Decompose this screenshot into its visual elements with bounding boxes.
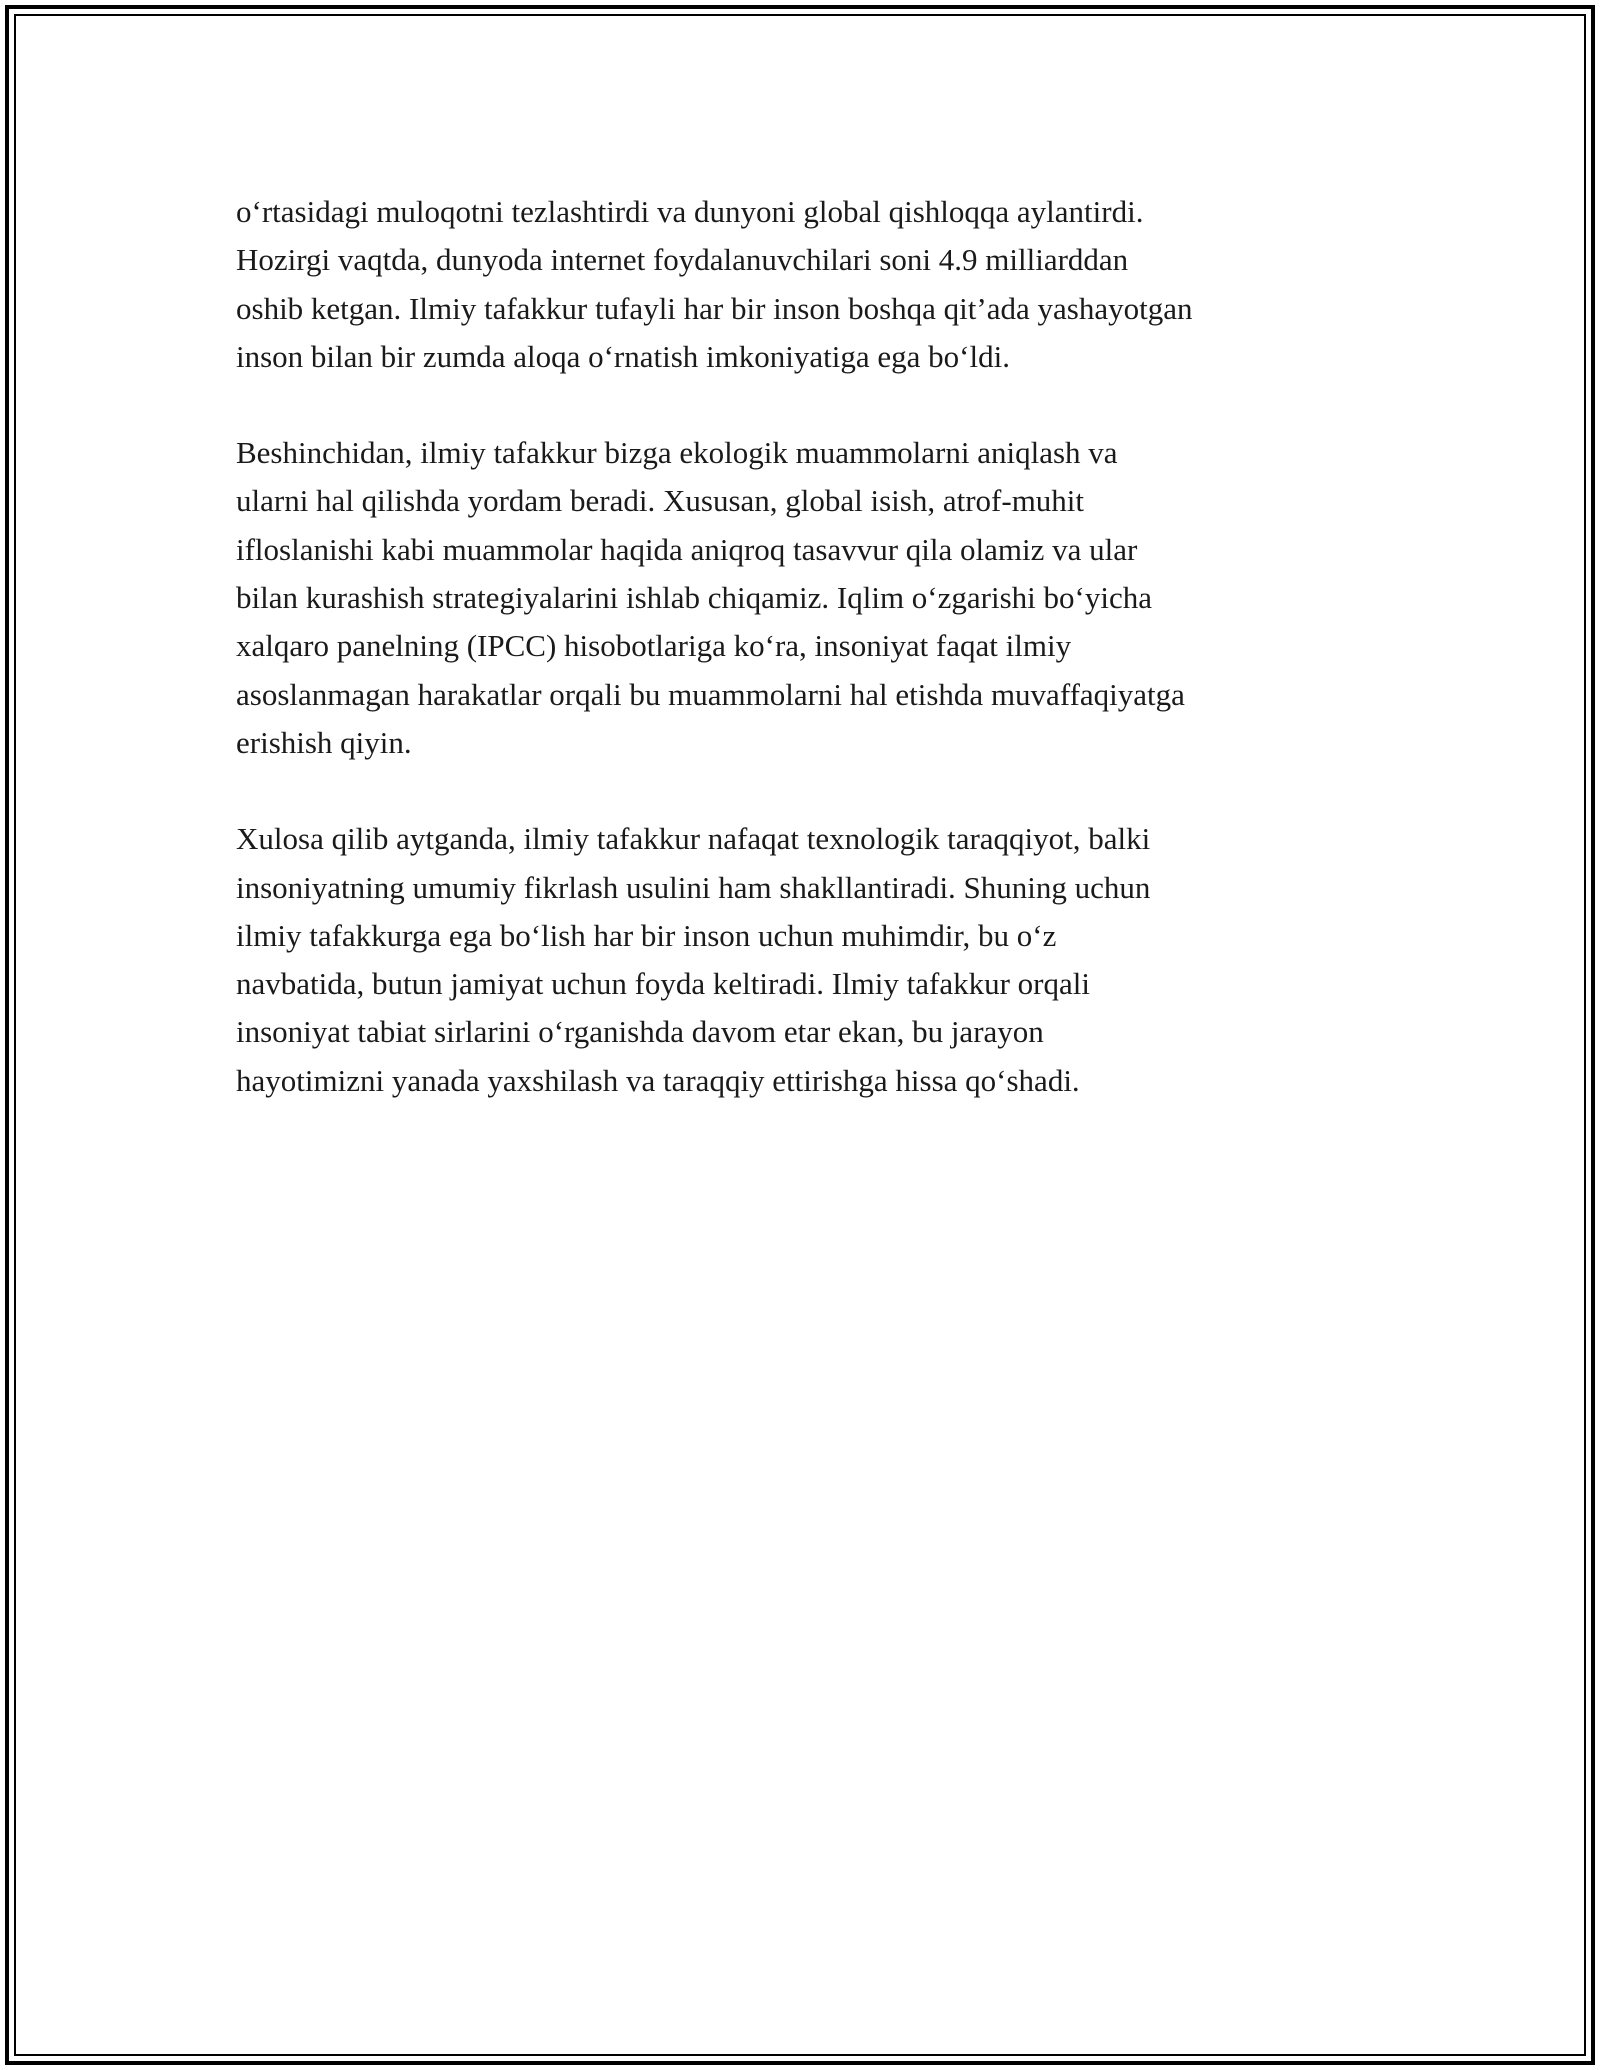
document-body [236, 188, 1396, 1153]
text-line: insoniyatning umumiy fikrlash usulini ham shakllantiradi. Shuning uchun [236, 869, 1151, 905]
text-line: hayotimizni yanada yaxshilash va taraqqiy ettirishga hissa qo‘shadi. [236, 1062, 1080, 1098]
paragraph-1 [236, 188, 1396, 381]
paragraph-2 [236, 429, 1396, 767]
text-line: navbatida, butun jamiyat uchun foyda keltiradi. Ilmiy tafakkur orqali [236, 966, 1090, 1002]
text-line: ifloslanishi kabi muammolar haqida aniqroq tasavvur qila olamiz va ular [236, 531, 1138, 567]
text-line: insoniyat tabiat sirlarini o‘rganishda davom etar ekan, bu jarayon [236, 1014, 1044, 1050]
text-line: inson bilan bir zumda aloqa o‘rnatish imkoniyatiga ega bo‘ldi. [236, 338, 1010, 374]
text-line: Hozirgi vaqtda, dunyoda internet foydalanuvchilari soni 4.9 milliarddan [236, 242, 1129, 278]
text-line: erishish qiyin. [236, 724, 412, 760]
text-line: asoslanmagan harakatlar orqali bu muammolarni hal etishda muvaffaqiyatga [236, 676, 1185, 712]
text-line: Beshinchidan, ilmiy tafakkur bizga ekologik muammolarni aniqlash va [236, 435, 1118, 471]
text-line: oshib ketgan. Ilmiy tafakkur tufayli har bir inson boshqa qit’ada yashayotgan [236, 290, 1193, 326]
text-line: Xulosa qilib aytganda, ilmiy tafakkur nafaqat texnologik taraqqiyot, balki [236, 821, 1151, 857]
text-line: ularni hal qilishda yordam beradi. Xususan, global isish, atrof-muhit [236, 483, 1085, 519]
text-line: bilan kurashish strategiyalarini ishlab chiqamiz. Iqlim o‘zgarishi bo‘yicha [236, 580, 1152, 616]
text-line: o‘rtasidagi muloqotni tezlashtirdi va dunyoni global qishloqqa aylantirdi. [236, 194, 1144, 229]
text-line: ilmiy tafakkurga ega bo‘lish har bir inson uchun muhimdir, bu o‘z [236, 917, 1057, 953]
text-line: xalqaro panelning (IPCC) hisobotlariga ko‘ra, insoniyat faqat ilmiy [236, 628, 1072, 664]
paragraph-3 [236, 815, 1396, 1105]
